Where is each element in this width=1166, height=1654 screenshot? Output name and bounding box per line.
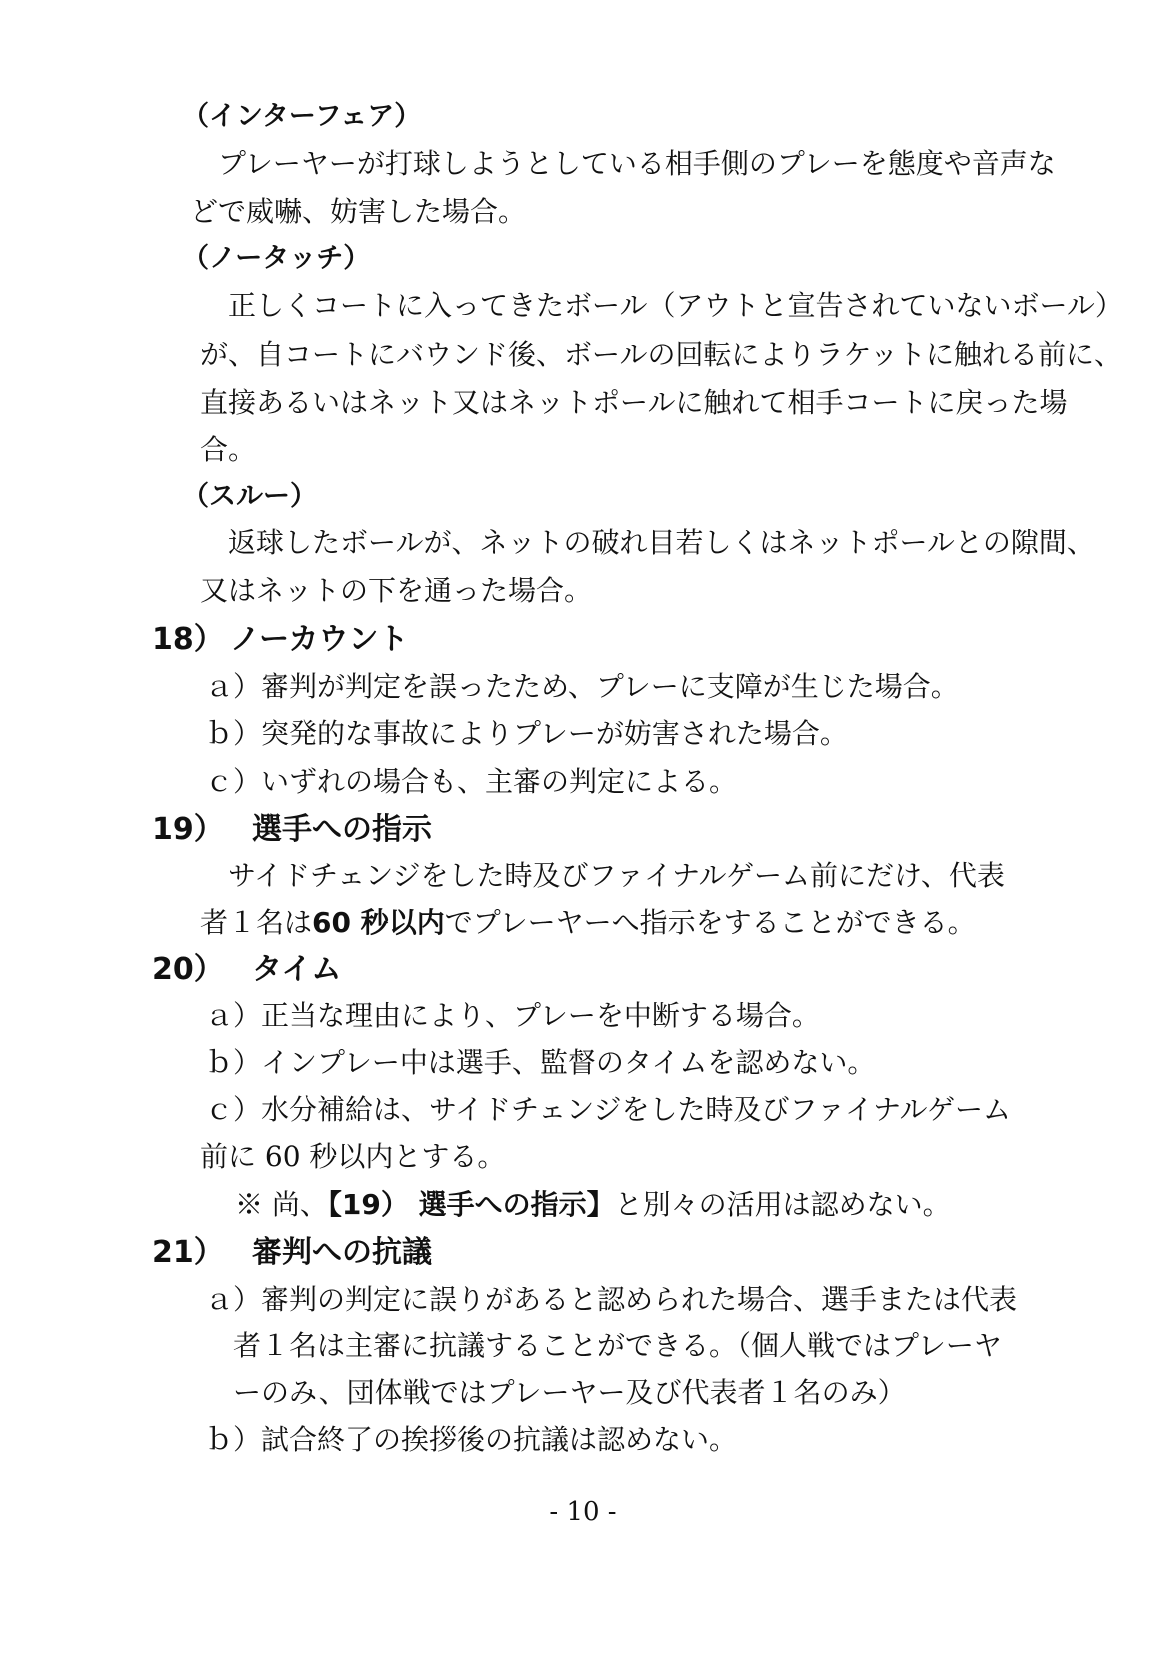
notouch-line-2: が、自コートにバウンド後、ボールの回転によりラケットに触れる前に、 — [200, 338, 1123, 371]
section-18-item-c: ｃ）いずれの場合も、主審の判定による。 — [205, 765, 738, 798]
section-20-item-c: ｃ）水分補給は、サイドチェンジをした時及びファイナルゲーム — [205, 1093, 1011, 1126]
section-21-item-a-line-3: ーのみ、団体戦ではプレーヤー及び代表者１名のみ） — [233, 1376, 906, 1409]
section-20-note: ※ 尚、【19） 選手への指示】と別々の活用は認めない。 — [235, 1188, 951, 1221]
section-21-heading: 21） 審判への抗議 — [152, 1235, 432, 1270]
notouch-line-1: 正しくコートに入ってきたボール（アウトと宣告されていないボール） — [200, 289, 1123, 322]
section-20-heading: 20） タイム — [152, 952, 342, 987]
time-limit-emphasis: 60 秒以内 — [312, 906, 445, 939]
section-21-item-a: ａ）審判の判定に誤りがあると認められた場合、選手または代表 — [205, 1283, 1018, 1316]
through-line-2: 又はネットの下を通った場合。 — [200, 574, 593, 607]
section-20-item-a: ａ）正当な理由により、プレーを中断する場合。 — [205, 999, 820, 1032]
section-18-item-b: ｂ）突発的な事故によりプレーが妨害された場合。 — [205, 717, 848, 750]
section-19-heading: 19） 選手への指示 — [152, 812, 432, 847]
section-20-item-b: ｂ）インプレー中は選手、監督のタイムを認めない。 — [205, 1046, 876, 1079]
section-18-item-a: ａ）審判が判定を誤ったため、プレーに支障が生じた場合。 — [205, 670, 959, 703]
section-21-item-a-line-2: 者１名は主審に抗議することができる。（個人戦ではプレーヤ — [233, 1329, 1002, 1362]
interfere-line-1: プレーヤーが打球しようとしている相手側のプレーを態度や音声な — [190, 147, 1056, 180]
note-reference: 【19） 選手への指示】 — [327, 1188, 615, 1221]
page-number: - 10 - — [549, 1497, 617, 1527]
heading-notouch: （ノータッチ） — [182, 243, 371, 274]
notouch-line-4: 合。 — [200, 433, 257, 466]
section-21-item-b: ｂ）試合終了の挨拶後の抗議は認めない。 — [205, 1423, 738, 1456]
section-18-heading: 18） ノーカウント — [152, 622, 409, 657]
heading-through: （スルー） — [182, 481, 317, 512]
section-19-line-2: 者１名は60 秒以内でプレーヤーへ指示をすることができる。 — [200, 906, 976, 939]
through-line-1: 返球したボールが、ネットの破れ目若しくはネットポールとの隙間、 — [200, 526, 1095, 559]
notouch-line-3: 直接あるいはネット又はネットポールに触れて相手コートに戻った場 — [200, 386, 1068, 419]
section-19-line-1: サイドチェンジをした時及びファイナルゲーム前にだけ、代表 — [200, 859, 1005, 892]
heading-interfere: （インターフェア） — [182, 101, 422, 132]
interfere-line-2: どで威嚇、妨害した場合。 — [190, 195, 527, 228]
section-20-item-c-cont: 前に 60 秒以内とする。 — [200, 1140, 506, 1173]
